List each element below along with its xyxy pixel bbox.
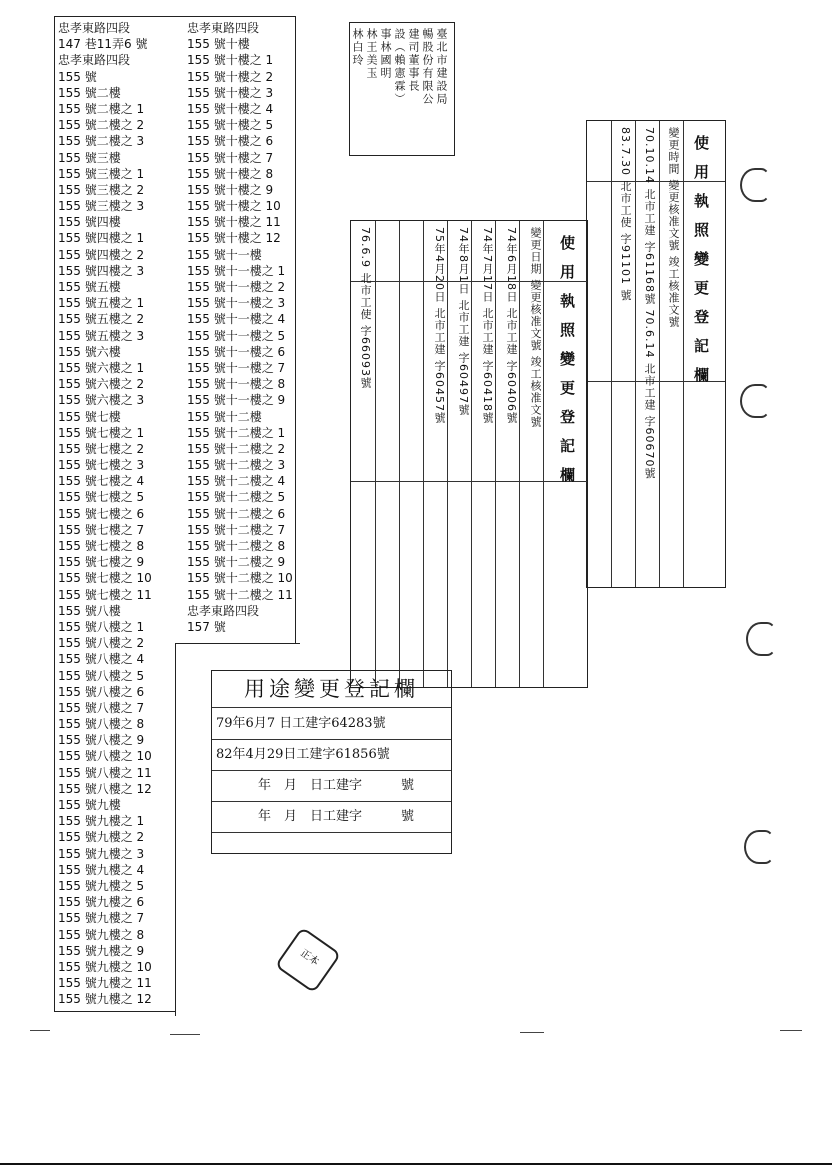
address-list: [54, 16, 296, 1012]
address-entry: 155 號十二樓之 1: [187, 425, 286, 440]
address-entry: 155 號十樓之 12: [187, 231, 281, 246]
address-entry: 155 號九樓之 11: [58, 976, 152, 991]
address-entry: 155 號三樓之 1: [58, 166, 145, 181]
address-entry: 155 號七樓之 9: [58, 555, 145, 570]
address-entry: 155 號十二樓之 10: [187, 571, 293, 586]
address-entry: 155 號十樓之 7: [187, 150, 274, 165]
address-entry: 155 號四樓之 1: [58, 231, 145, 246]
register-middle-row-1: 74年6月18日 北市工建 字60406號: [505, 227, 518, 424]
register-middle-extra: 76.6.9 北市工使 字66093號: [359, 227, 372, 389]
address-entry: 155 號七樓: [58, 409, 121, 424]
address-entry: 155 號九樓之 4: [58, 862, 145, 877]
register-right-header: 變更時間 變更核准文號 竣工核准文號: [667, 127, 680, 328]
address-entry: 155 號十樓之 1: [187, 53, 274, 68]
address-entry: 155 號十二樓之 3: [187, 458, 286, 473]
address-entry: 155 號九樓之 10: [58, 959, 152, 974]
address-entry: 155 號十樓之 4: [187, 101, 274, 116]
punch-hole-icon: [746, 622, 776, 656]
address-entry: 155 號八樓之 10: [58, 749, 152, 764]
address-entry: 155 號七樓之 7: [58, 522, 145, 537]
address-entry: 155 號五樓之 2: [58, 312, 145, 327]
address-entry: 155 號十樓之 5: [187, 118, 274, 133]
address-entry: 155 號四樓: [58, 215, 121, 230]
address-entry: 155 號十樓之 9: [187, 182, 274, 197]
company-stamp: [349, 22, 455, 156]
address-entry: 155 號七樓之 6: [58, 506, 145, 521]
address-entry: 155 號十樓之 8: [187, 166, 274, 181]
address-entry: 155 號五樓: [58, 280, 121, 294]
register-right-row-2: 83.7.30 北市工使 字91101 號: [619, 127, 632, 302]
usage-form-title: 用途變更登記欄: [212, 671, 451, 708]
address-entry: 155 號十一樓之 9: [187, 393, 286, 408]
address-entry: 155 號十一樓之 3: [187, 296, 286, 311]
scan-mark: [520, 1032, 544, 1033]
stamp-line-2: 暢股份有限公: [421, 28, 434, 106]
address-entry: 155 號: [58, 69, 97, 84]
address-entry: 155 號四樓之 3: [58, 263, 145, 278]
register-middle-title: 使用執照變更登記欄: [558, 235, 576, 496]
address-entry: 155 號七樓之 1: [58, 425, 145, 440]
address-entry: 155 號十一樓之 8: [187, 377, 286, 392]
address-entry: 忠孝東路四段: [58, 21, 131, 35]
address-entry: 155 號七樓之 3: [58, 458, 145, 473]
address-entry: 155 號十二樓之 2: [187, 441, 286, 456]
address-entry: 155 號十二樓之 5: [187, 490, 286, 505]
address-entry: 155 號十樓之 3: [187, 85, 274, 100]
address-entry: 155 號九樓之 7: [58, 911, 145, 926]
register-middle-row-2: 74年7月17日 北市工建 字60418號: [481, 227, 494, 424]
address-entry: 155 號八樓之 9: [58, 733, 145, 748]
address-entry: 155 號八樓之 1: [58, 619, 145, 634]
address-entry: 155 號四樓之 2: [58, 247, 145, 262]
punch-hole-icon: [744, 830, 774, 864]
address-entry: 155 號二樓: [58, 85, 121, 100]
address-entry: 155 號二樓之 2: [58, 118, 145, 133]
address-entry: 155 號十樓之 11: [187, 215, 281, 230]
address-entry: 155 號九樓之 9: [58, 943, 145, 958]
scan-mark: [780, 1030, 802, 1031]
address-entry: 155 號七樓之 5: [58, 490, 145, 505]
address-entry: 155 號九樓之 1: [58, 814, 145, 829]
address-entry: 155 號五樓之 1: [58, 296, 145, 311]
stamp-line-7: 林白玲: [351, 28, 364, 67]
address-entry: 155 號三樓: [58, 150, 121, 165]
address-entry: 147 巷11弄6 號: [58, 37, 148, 52]
usage-change-form: [211, 670, 452, 854]
address-entry: 155 號八樓之 8: [58, 717, 145, 732]
usage-form-row-3: 年 月 日工建字 號: [212, 770, 451, 802]
address-entry: 155 號十樓之 6: [187, 134, 274, 149]
address-column-left: [58, 20, 152, 1007]
page-bottom-edge: [0, 1163, 832, 1165]
register-form-right: [586, 120, 726, 588]
address-entry: 155 號六樓之 2: [58, 377, 145, 392]
address-entry: 155 號八樓之 7: [58, 700, 145, 715]
address-entry: 忠孝東路四段: [58, 53, 131, 68]
address-entry: 155 號八樓之 11: [58, 765, 152, 780]
address-entry: 155 號十一樓之 5: [187, 328, 286, 343]
punch-hole-icon: [740, 384, 770, 418]
punch-hole-icon: [740, 168, 770, 202]
address-entry: 155 號九樓之 5: [58, 878, 145, 893]
address-entry: 155 號七樓之 8: [58, 539, 145, 553]
address-entry: 155 號九樓: [58, 798, 121, 812]
usage-form-row-4: 年 月 日工建字 號: [212, 801, 451, 833]
address-entry: 155 號三樓之 2: [58, 182, 145, 197]
address-entry: 155 號三樓之 3: [58, 199, 145, 214]
address-entry: 155 號六樓: [58, 344, 121, 359]
address-entry: 155 號十二樓之 9: [187, 555, 286, 570]
address-entry: 155 號十一樓: [187, 247, 262, 262]
address-entry: 155 號九樓之 3: [58, 846, 145, 861]
address-entry: 155 號二樓之 3: [58, 134, 145, 149]
stamp-line-1: 臺北市建設局: [435, 28, 448, 106]
usage-form-row-2: 82年4月29日工建字61856號: [212, 739, 451, 771]
address-entry: 155 號二樓之 1: [58, 101, 145, 116]
address-entry: 155 號十樓: [187, 37, 250, 52]
address-entry: 155 號十二樓之 11: [187, 587, 293, 602]
address-entry: 155 號十一樓之 6: [187, 344, 286, 359]
address-entry: 155 號十一樓之 1: [187, 263, 286, 278]
seal-stamp: 正本: [275, 927, 342, 994]
address-entry: 155 號九樓之 12: [58, 992, 152, 1007]
address-entry: 155 號七樓之 2: [58, 441, 145, 456]
address-entry: 155 號十一樓之 2: [187, 280, 286, 294]
address-entry: 155 號十二樓: [187, 409, 262, 424]
register-right-title: 使用執照變更登記欄: [692, 135, 710, 396]
stamp-line-3: 建司董事長: [407, 28, 420, 93]
register-middle-row-4: 75年4月20日 北市工建 字60457號: [433, 227, 446, 424]
address-entry: 155 號八樓之 5: [58, 668, 145, 683]
register-middle-row-3: 74年8月1日 北市工建 字60497號: [457, 227, 470, 416]
address-entry: 155 號十樓之 2: [187, 69, 274, 84]
address-entry: 155 號十二樓之 4: [187, 474, 286, 489]
stamp-line-5: 事林國明: [379, 28, 392, 80]
address-entry: 155 號九樓之 8: [58, 927, 145, 942]
address-entry: 155 號八樓之 12: [58, 781, 152, 796]
address-entry: 155 號十樓之 10: [187, 199, 281, 214]
address-entry: 157 號: [187, 619, 226, 634]
stamp-line-4: 設（賴憲霖）: [393, 28, 406, 106]
address-entry: 忠孝東路四段: [187, 603, 260, 618]
scan-mark: [30, 1030, 50, 1031]
address-entry: 忠孝東路四段: [187, 21, 260, 35]
register-form-middle: [350, 220, 588, 688]
register-right-row-1: 70.10.14 北市工建 字61168號 70.6.14 北市工建 字60670號: [643, 127, 656, 480]
address-entry: 155 號八樓: [58, 603, 121, 618]
stamp-line-6: 林王美玉: [365, 28, 378, 80]
register-middle-header: 變更日期 變更核准文號 竣工核准文號: [529, 227, 542, 428]
address-entry: 155 號十二樓之 8: [187, 539, 286, 553]
address-entry: 155 號七樓之 10: [58, 571, 152, 586]
address-entry: 155 號六樓之 3: [58, 393, 145, 408]
address-entry: 155 號五樓之 3: [58, 328, 145, 343]
scan-mark: [170, 1034, 200, 1035]
address-entry: 155 號十二樓之 6: [187, 506, 286, 521]
address-entry: 155 號七樓之 4: [58, 474, 145, 489]
address-column-right: [187, 20, 293, 635]
address-entry: 155 號八樓之 2: [58, 636, 145, 651]
address-entry: 155 號十一樓之 4: [187, 312, 286, 327]
address-entry: 155 號八樓之 4: [58, 652, 145, 667]
address-entry: 155 號九樓之 2: [58, 830, 145, 845]
address-entry: 155 號九樓之 6: [58, 895, 145, 910]
address-entry: 155 號八樓之 6: [58, 684, 145, 699]
address-entry: 155 號十二樓之 7: [187, 522, 286, 537]
address-entry: 155 號七樓之 11: [58, 587, 152, 602]
usage-form-row-1: 79年6月7 日工建字64283號: [212, 708, 451, 740]
address-entry: 155 號十一樓之 7: [187, 360, 286, 375]
address-entry: 155 號六樓之 1: [58, 360, 145, 375]
